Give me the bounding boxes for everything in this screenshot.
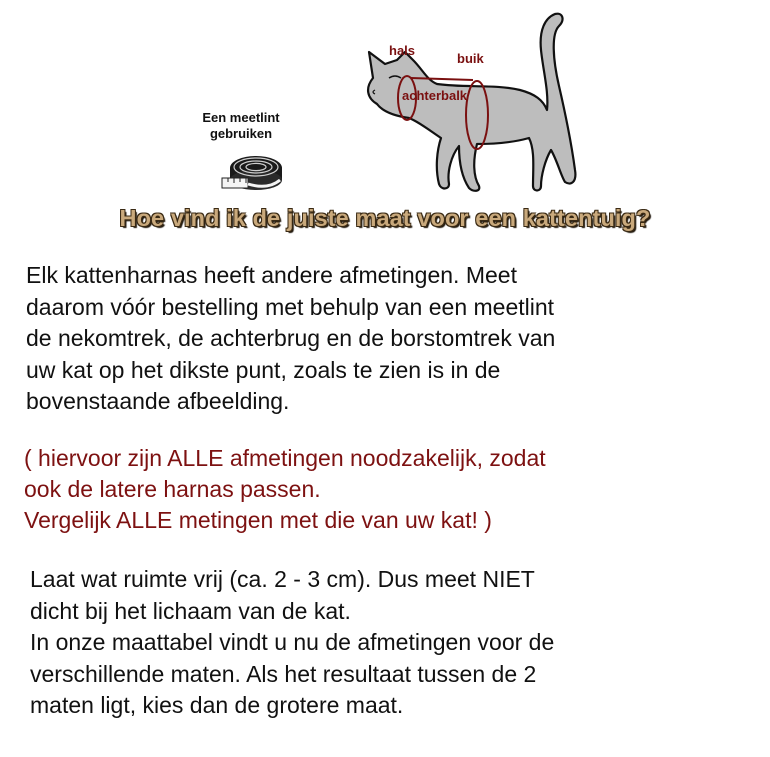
advice-line: maten ligt, kies dan de grotere maat. <box>30 692 404 718</box>
notice-line: ook de latere harnas passen. <box>24 476 321 502</box>
notice-paragraph <box>24 443 759 536</box>
advice-line: verschillende maten. Als het resultaat tussen de 2 <box>30 660 537 687</box>
intro-line: bovenstaande afbeelding. <box>26 388 290 414</box>
intro-line: uw kat op het dikste punt, zoals te zien is in de <box>26 356 501 383</box>
tape-caption-line: gebruiken <box>209 126 273 141</box>
advice-paragraph <box>30 564 765 722</box>
intro-line: de nekomtrek, de achterbrug en de borstomtrek van <box>26 325 556 351</box>
tape-measure-caption <box>186 110 296 142</box>
intro-line: daarom vóór bestelling met behulp van een meetlint <box>26 293 555 320</box>
cat-silhouette-icon <box>345 0 595 200</box>
notice-line: Vergelijk ALLE metingen met die van uw kat! ) <box>24 507 492 533</box>
intro-line: Elk kattenharnas heeft andere afmetingen. Meet <box>26 262 517 288</box>
tape-caption-line: Een meetlint <box>202 110 280 125</box>
advice-line: In onze maattabel vindt u nu de afmetingen voor de <box>30 629 555 655</box>
label-belly: buik <box>457 51 484 66</box>
advice-line: Laat wat ruimte vrij (ca. 2 - 3 cm). Dus meet NIET <box>30 566 535 592</box>
measuring-tape-icon <box>218 150 288 192</box>
advice-line: dicht bij het lichaam van de kat. <box>30 597 351 624</box>
label-back: achterbalk <box>402 88 468 103</box>
page-title: Hoe vind ik de juiste maat voor een kattentuig? <box>119 205 651 231</box>
notice-line: ( hiervoor zijn ALLE afmetingen noodzakelijk, zodat <box>24 445 546 471</box>
label-neck: hals <box>389 43 416 58</box>
intro-paragraph <box>26 260 761 418</box>
